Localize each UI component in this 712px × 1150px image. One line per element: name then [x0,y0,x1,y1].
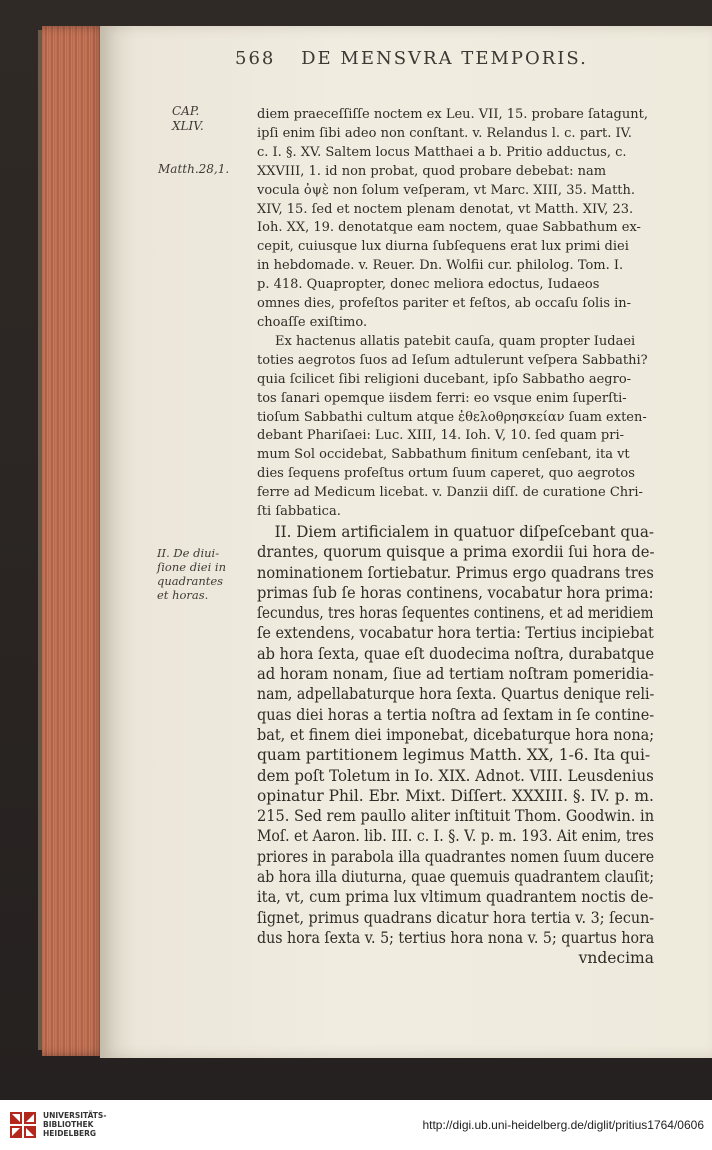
margin-note-line: CAP. [172,104,200,118]
text-line: XXVIII, 1. id non probat, quod probare debebat: nam [257,163,607,179]
text-line: ſecundus, tres horas ſequentes continens, et ad meridiem [257,604,654,623]
text-line: ita, vt, cum prima lux vltimum quadrantem noctis de- [257,888,654,907]
text-line: choaſſe exiſtimo. [257,314,368,330]
institution-line: BIBLIOTHEK [43,1120,94,1129]
viewer-footer [0,1100,712,1150]
text-line: bat, et finem diei imponebat, dicebaturque hora nona; [257,725,655,744]
running-title: DE MENSVRA TEMPORIS. [301,48,588,69]
text-line: p. 418. Quapropter, donec meliora edoctus, Iudaeos [257,277,600,293]
text-line: opinatur Phil. Ebr. Mixt. Diſſert. XXXIII. §. IV. p. m. [257,786,654,805]
institution-name [43,1111,106,1138]
margin-note-line: Matth.28,1. [158,162,230,176]
text-line: ad horam nonam, ſiue ad tertiam noſtram pomeridia- [257,665,654,684]
text-line: priores in parabola illa quadrantes nomen ſuum ducere [257,847,655,866]
text-line: nam, adpellabaturque hora ſexta. Quartus denique reli- [257,685,655,704]
main-text [257,106,654,968]
text-line: in hebdomade. v. Reuer. Dn. Wolfii cur. philolog. Tom. I. [257,258,624,274]
institution-line: HEIDELBERG [43,1129,97,1138]
margin-note-matthew [158,162,248,177]
text-line: cepit, cuiusque lux diurna ſubſequens erat lux primi diei [257,239,629,255]
text-line: toties aegrotos ſuos ad Ieſum adtulerunt veſpera Sabbathi? [257,352,648,368]
text-line: ſe extendens, vocabatur hora tertia: Tertius incipiebat [257,624,654,643]
text-line: diem praeceſſiſſe noctem ex Leu. VII, 15. probare ſatagunt, [257,107,648,122]
text-line: vocula ὀψὲ non ſolum veſperam, vt Marc. XIII, 35. Matth. [257,182,636,198]
text-line: drantes, quorum quisque a prima exordii ſui hora de- [257,543,655,562]
text-line: ferre ad Medicum licebat. v. Danzii diſſ. de curatione Chri- [257,485,643,501]
margin-note-line: II. De diui- [157,546,220,560]
text-line: tos ſanari opemque iisdem ferri: eo vsque enim ſuperſti- [257,390,627,406]
text-line: ipſi enim ſibi adeo non conſtant. v. Relandus l. c. part. IV. [257,125,632,141]
margin-note-chapter [172,104,262,134]
page-number: 568 [235,48,276,69]
institution-line: UNIVERSITÄTS- [43,1111,107,1120]
page-stack-edge [42,26,106,1056]
text-line: ſignet, primus quadrans dicatur hora tertia v. 3; ſecun- [257,908,655,927]
text-line: omnes dies, profeſtos pariter et feſtos, ab occaſu ſolis in- [257,296,632,312]
text-line: mum Sol occidebat, Sabbathum finitum cenſebant, ita vt [257,447,630,463]
text-line: quam partitionem legimus Matth. XX, 1-6. Ita qui- [257,746,651,765]
text-line: XIV, 15. ſed et noctem plenam denotat, vt Matth. XIV, 23. [257,201,634,217]
text-line: Ioh. XX, 19. denotatque eam noctem, quae Sabbathum ex- [257,220,641,236]
text-line: quia ſcilicet ſibi religioni ducebant, ipſo Sabbatho aegro- [257,371,632,387]
text-line: ſti ſabbatica. [257,504,341,520]
text-line: Ex hactenus allatis patebit cauſa, quam propter Iudaei [275,333,636,349]
text-line: dies ſequens profeſtus ortum ſuum caperet, quo aegrotos [257,466,635,482]
text-line: ab hora ſexta, quae eſt duodecima noſtra, durabatque [257,644,655,663]
text-line: tioſum Sabbathi cultum atque ἐθελοθρησκείαν ſuam exten- [257,409,647,425]
text-line: ab hora illa diuturna, quae quemuis quadrantem clauſit; [257,867,655,886]
text-line: dus hora ſexta v. 5; tertius hora nona v. 5; quartus hora [257,928,655,947]
university-logo-icon [8,1108,38,1142]
text-line: II. Diem artificialem in quatuor diſpeſcebant qua- [274,522,655,541]
text-line: primas ſub ſe horas continens, vocabatur hora prima: [257,583,654,602]
margin-note-line: ſione diei in [157,560,226,574]
margin-note-line: quadrantes [157,574,224,588]
text-line: nominationem ſortiebatur. Primus ergo quadrans tres [257,563,654,582]
permalink-url[interactable]: http://digi.ub.uni-heidelberg.de/diglit/pritius1764/0606 [422,1118,704,1132]
margin-note-line: et horas. [157,588,209,602]
text-line: quas diei horas a tertia noſtra ad ſextam in ſe contine- [257,705,655,724]
margin-note-line: XLIV. [172,119,204,133]
text-line: dem poſt Toletum in Io. XIX. Adnot. VIII. Leusdenius [257,766,654,785]
text-line: 215. Sed rem paullo aliter inſtituit Thom. Goodwin. in [257,807,655,826]
paragraph-1 [257,106,654,333]
text-line: debant Phariſaei: Luc. XIII, 14. Ioh. V, 10. ſed quam pri- [257,428,625,444]
text-line: Moſ. et Aaron. lib. III. c. I. §. V. p. m. 193. Ait enim, tres [257,827,654,846]
margin-note-division [157,546,247,602]
paragraph-3 [257,522,654,969]
paragraph-2 [257,333,654,522]
running-head [235,48,655,69]
text-line: c. I. §. XV. Saltem locus Matthaei a b. Pritio adductus, c. [257,144,627,160]
catchword: vndecima [578,949,654,968]
